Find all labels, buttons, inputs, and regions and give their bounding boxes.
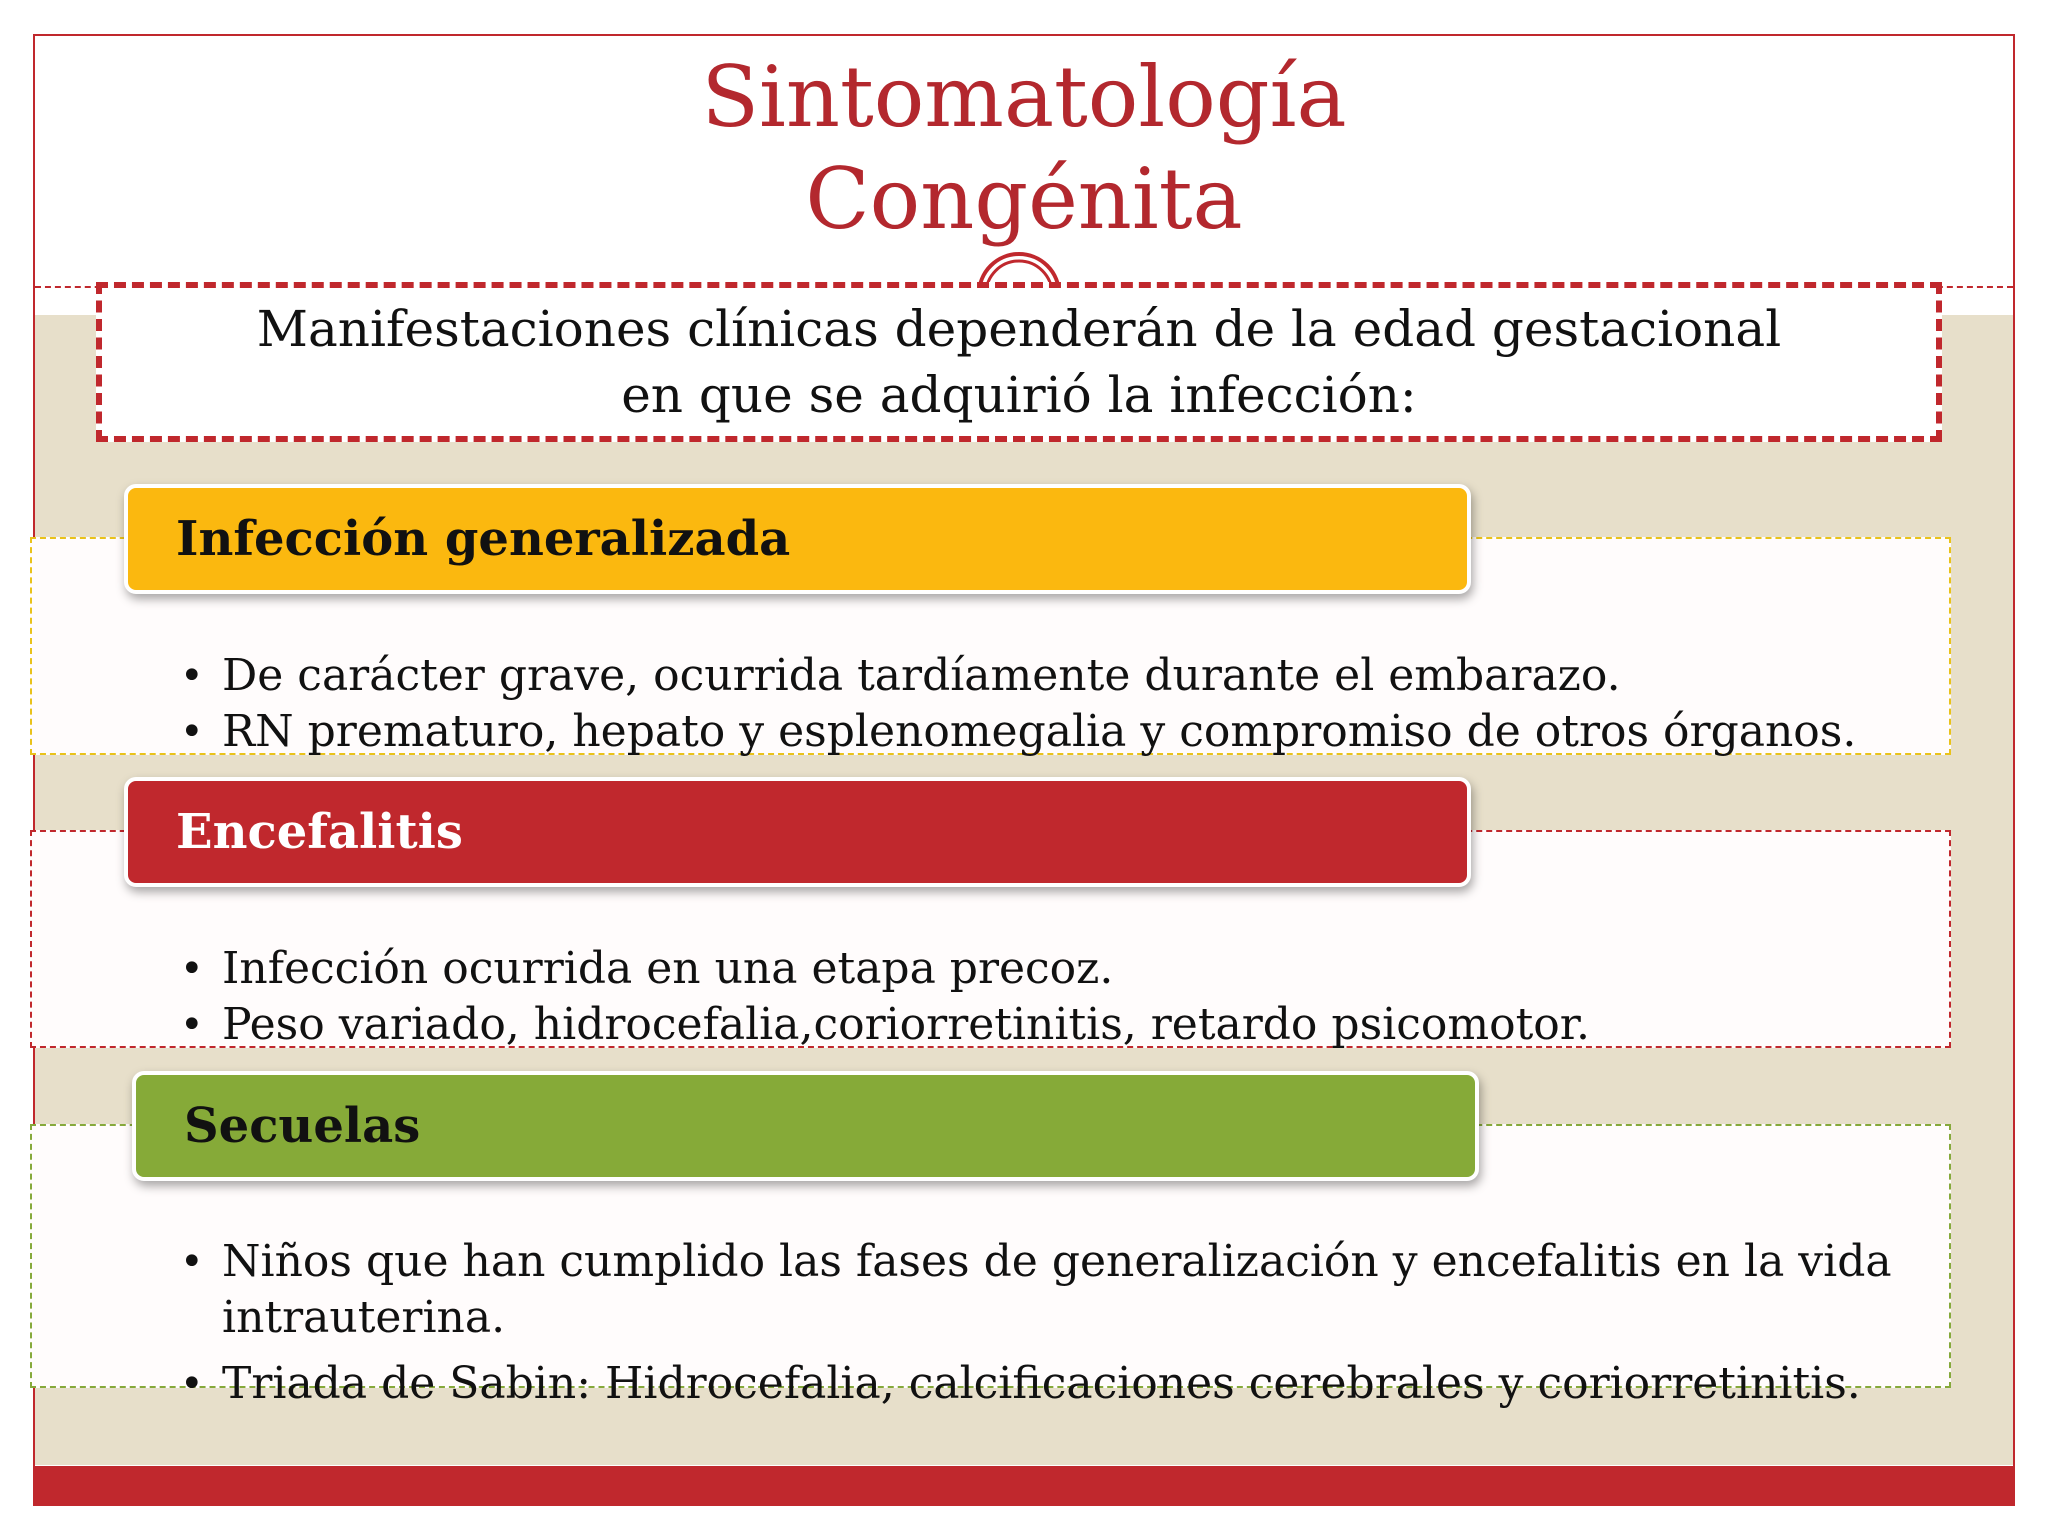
section-heading-generalizada: Infección generalizada <box>124 484 1471 594</box>
title-line-2: Congénita <box>805 150 1243 248</box>
list-item: • Peso variado, hidrocefalia,coriorretinitis, retardo psicomotor. <box>180 997 1900 1053</box>
bullet-list-encefalitis <box>180 941 1900 1053</box>
section-heading-encefalitis: Encefalitis <box>124 777 1471 887</box>
list-item: • Niños que han cumplido las fases de generalización y encefalitis en la vida intrauterina. <box>180 1234 1900 1346</box>
bullet-list-secuelas <box>180 1234 1900 1412</box>
intro-line-1: Manifestaciones clínicas dependerán de la edad gestacional <box>256 300 1782 358</box>
footer-bar <box>35 1466 2013 1506</box>
title-line-1: Sintomatología <box>701 48 1347 146</box>
intro-box <box>96 282 1942 442</box>
list-item: • RN prematuro, hepato y esplenomegalia y compromiso de otros órganos. <box>180 704 1900 760</box>
bullet-list-generalizada <box>180 648 1900 760</box>
list-item: • De carácter grave, ocurrida tardíamente durante el embarazo. <box>180 648 1900 704</box>
section-heading-secuelas: Secuelas <box>132 1071 1479 1181</box>
list-item: • Infección ocurrida en una etapa precoz. <box>180 941 1900 997</box>
list-item: • Triada de Sabin: Hidrocefalia, calcificaciones cerebrales y coriorretinitis. <box>180 1356 1900 1412</box>
intro-line-2: en que se adquirió la infección: <box>621 366 1417 424</box>
slide-title <box>35 46 2013 250</box>
